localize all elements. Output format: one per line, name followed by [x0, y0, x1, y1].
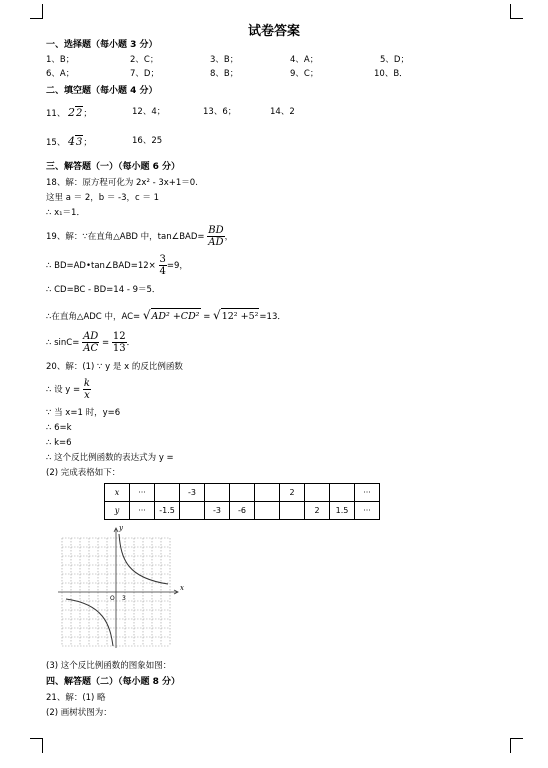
equals-sign: = — [203, 312, 211, 322]
section-3-heading: 三、解答题（一）（每小题 6 分） — [46, 162, 181, 172]
table-cell: y — [105, 502, 130, 520]
q19-line-1-end: ， — [224, 232, 234, 242]
table-cell: -1.5 — [155, 502, 180, 520]
q20-line-4: ∴ 6=k — [46, 423, 72, 433]
fraction-12-over-13 — [112, 331, 127, 354]
fraction-k-over-x — [83, 378, 91, 401]
table-cell — [305, 484, 330, 502]
answer-10: 10、B． — [374, 69, 408, 79]
graph-svg — [58, 520, 188, 648]
q19-line-1-text: 19、解：∵在直角△ABD 中，tan∠BAD= — [46, 232, 205, 242]
fraction-bd-over-ad — [207, 225, 224, 248]
curve-first-quadrant — [119, 534, 168, 584]
table-cell — [230, 484, 255, 502]
answer-1: 1、B； — [46, 55, 75, 65]
answer-14: 14、2 — [270, 107, 295, 117]
table-cell: 1.5 — [330, 502, 355, 520]
answer-3: 3、B； — [210, 55, 239, 65]
q19-line-3: ∴ CD=BC - BD=14 - 9＝5． — [46, 285, 161, 295]
answer-5: 5、D； — [380, 55, 409, 65]
table-cell: -6 — [230, 502, 255, 520]
fraction-ad-over-ac — [82, 331, 99, 354]
section-1-heading: 一、选择题（每小题 3 分） — [46, 40, 158, 50]
answer-15 — [46, 135, 92, 150]
fraction-denominator: x — [84, 390, 90, 401]
table-cell: 2 — [305, 502, 330, 520]
equals-sign: = — [102, 338, 110, 348]
table-row-y — [105, 502, 380, 520]
q20-line-8: (3) 这个反比例函数的图象如图： — [46, 661, 172, 671]
table-cell — [330, 484, 355, 502]
answer-15-label: 15、 — [46, 138, 66, 148]
answer-12: 12、4； — [132, 107, 166, 117]
radicand-ad-cd: AD² +CD² — [151, 308, 201, 325]
q19-line-2 — [46, 251, 188, 281]
answer-7: 7、D； — [130, 69, 159, 79]
q20-line-6: ∴ 这个反比例函数的表达式为 y = — [46, 453, 174, 463]
q19-line-5-text: ∴ sinC= — [46, 338, 80, 348]
q20-line-3: ∵ 当 x=1 时，y=6 — [46, 408, 121, 418]
answer-15-end: ； — [83, 138, 92, 148]
answer-2: 2、C； — [130, 55, 159, 65]
q19-line-2-end: =9， — [166, 261, 188, 271]
table-cell: ··· — [130, 484, 155, 502]
value-table — [104, 483, 380, 520]
fraction-denominator: AD — [208, 237, 224, 248]
origin-label: O — [110, 595, 115, 602]
q20-line-7: (2) 完成表格如下： — [46, 468, 121, 478]
answer-16: 16、25 — [132, 136, 163, 146]
q19-line-2-text: ∴ BD=AD•tan∠BAD=12× — [46, 261, 156, 271]
table-cell: x — [105, 484, 130, 502]
answer-13: 13、6； — [203, 107, 237, 117]
q20-line-1: 20、解：(1) ∵ y 是 x 的反比例函数 — [46, 362, 183, 372]
answer-6: 6、A； — [46, 69, 75, 79]
table-cell — [180, 502, 205, 520]
fraction-denominator: AC — [83, 343, 99, 354]
answer-11-label: 11、 — [46, 109, 66, 119]
q19-line-5-end: ． — [126, 338, 136, 348]
answer-11-coef: 2 — [68, 106, 76, 119]
answer-8: 8、B； — [210, 69, 239, 79]
fraction-numerator: 3 — [159, 254, 166, 265]
table-cell — [255, 484, 280, 502]
answer-9: 9、C； — [290, 69, 319, 79]
crop-mark-top-right — [510, 4, 523, 19]
radicand-12-5: 12² +5² — [221, 308, 260, 325]
q19-line-4: ∴在直角△ADC 中，AC= √AD² +CD² = √12² +5²=13． — [46, 307, 286, 325]
section-2-heading: 二、填空题（每小题 4 分） — [46, 86, 158, 96]
table-cell: 2 — [280, 484, 305, 502]
fraction-numerator: k — [83, 378, 90, 389]
q21-line-1: 21、解：(1) 略 — [46, 693, 106, 703]
q20-line-5: ∴ k=6 — [46, 438, 72, 448]
table-cell: ··· — [355, 484, 380, 502]
answer-11-end: ； — [83, 109, 92, 119]
q19-line-5 — [46, 328, 135, 358]
answer-4: 4、A； — [290, 55, 319, 65]
section-4-heading: 四、解答题（二）（每小题 8 分） — [46, 677, 181, 687]
table-cell: -3 — [180, 484, 205, 502]
table-cell — [205, 484, 230, 502]
answer-15-coef: 4 — [68, 135, 76, 148]
q18-line-3: ∴ x₁＝1． — [46, 208, 85, 218]
crop-mark-top-left — [30, 4, 43, 19]
q19-line-1 — [46, 222, 233, 252]
table-cell — [155, 484, 180, 502]
page-title: 试卷答案 — [247, 24, 300, 39]
x-axis-label: x — [180, 584, 184, 592]
fraction-3-over-4 — [159, 254, 167, 277]
q20-line-2 — [46, 375, 91, 405]
fraction-numerator: 12 — [112, 331, 126, 342]
tick-label: 3 — [122, 595, 126, 602]
curve-third-quadrant — [66, 599, 113, 646]
crop-mark-bottom-left — [30, 738, 43, 753]
table-row-x — [105, 484, 380, 502]
answer-11 — [46, 106, 92, 121]
fraction-denominator: 4 — [159, 266, 166, 277]
table-cell: ··· — [355, 502, 380, 520]
q21-line-2: (2) 画树状图为： — [46, 708, 112, 718]
axes — [58, 528, 178, 648]
table-cell: ··· — [130, 502, 155, 520]
q20-line-2-text: ∴ 设 y = — [46, 385, 81, 395]
fraction-numerator: AD — [83, 331, 99, 342]
fraction-numerator: BD — [208, 225, 224, 236]
q18-line-1: 18、解：原方程可化为 2x² - 3x+1＝0. — [46, 178, 198, 188]
q18-line-2: 这里 a ＝ 2，b ＝ -3，c ＝ 1 — [46, 193, 159, 203]
table-cell — [255, 502, 280, 520]
y-axis-label: y — [119, 524, 123, 532]
table-cell: -3 — [205, 502, 230, 520]
crop-mark-bottom-right — [510, 738, 523, 753]
answer-15-radicand: 3 — [76, 137, 83, 148]
fraction-denominator: 13 — [112, 343, 126, 354]
function-graph — [58, 520, 188, 652]
table-cell — [280, 502, 305, 520]
q19-line-4-text: ∴在直角△ADC 中，AC= — [46, 312, 141, 322]
answer-11-radicand: 2 — [76, 108, 83, 119]
q19-line-4-end: =13． — [259, 312, 286, 322]
